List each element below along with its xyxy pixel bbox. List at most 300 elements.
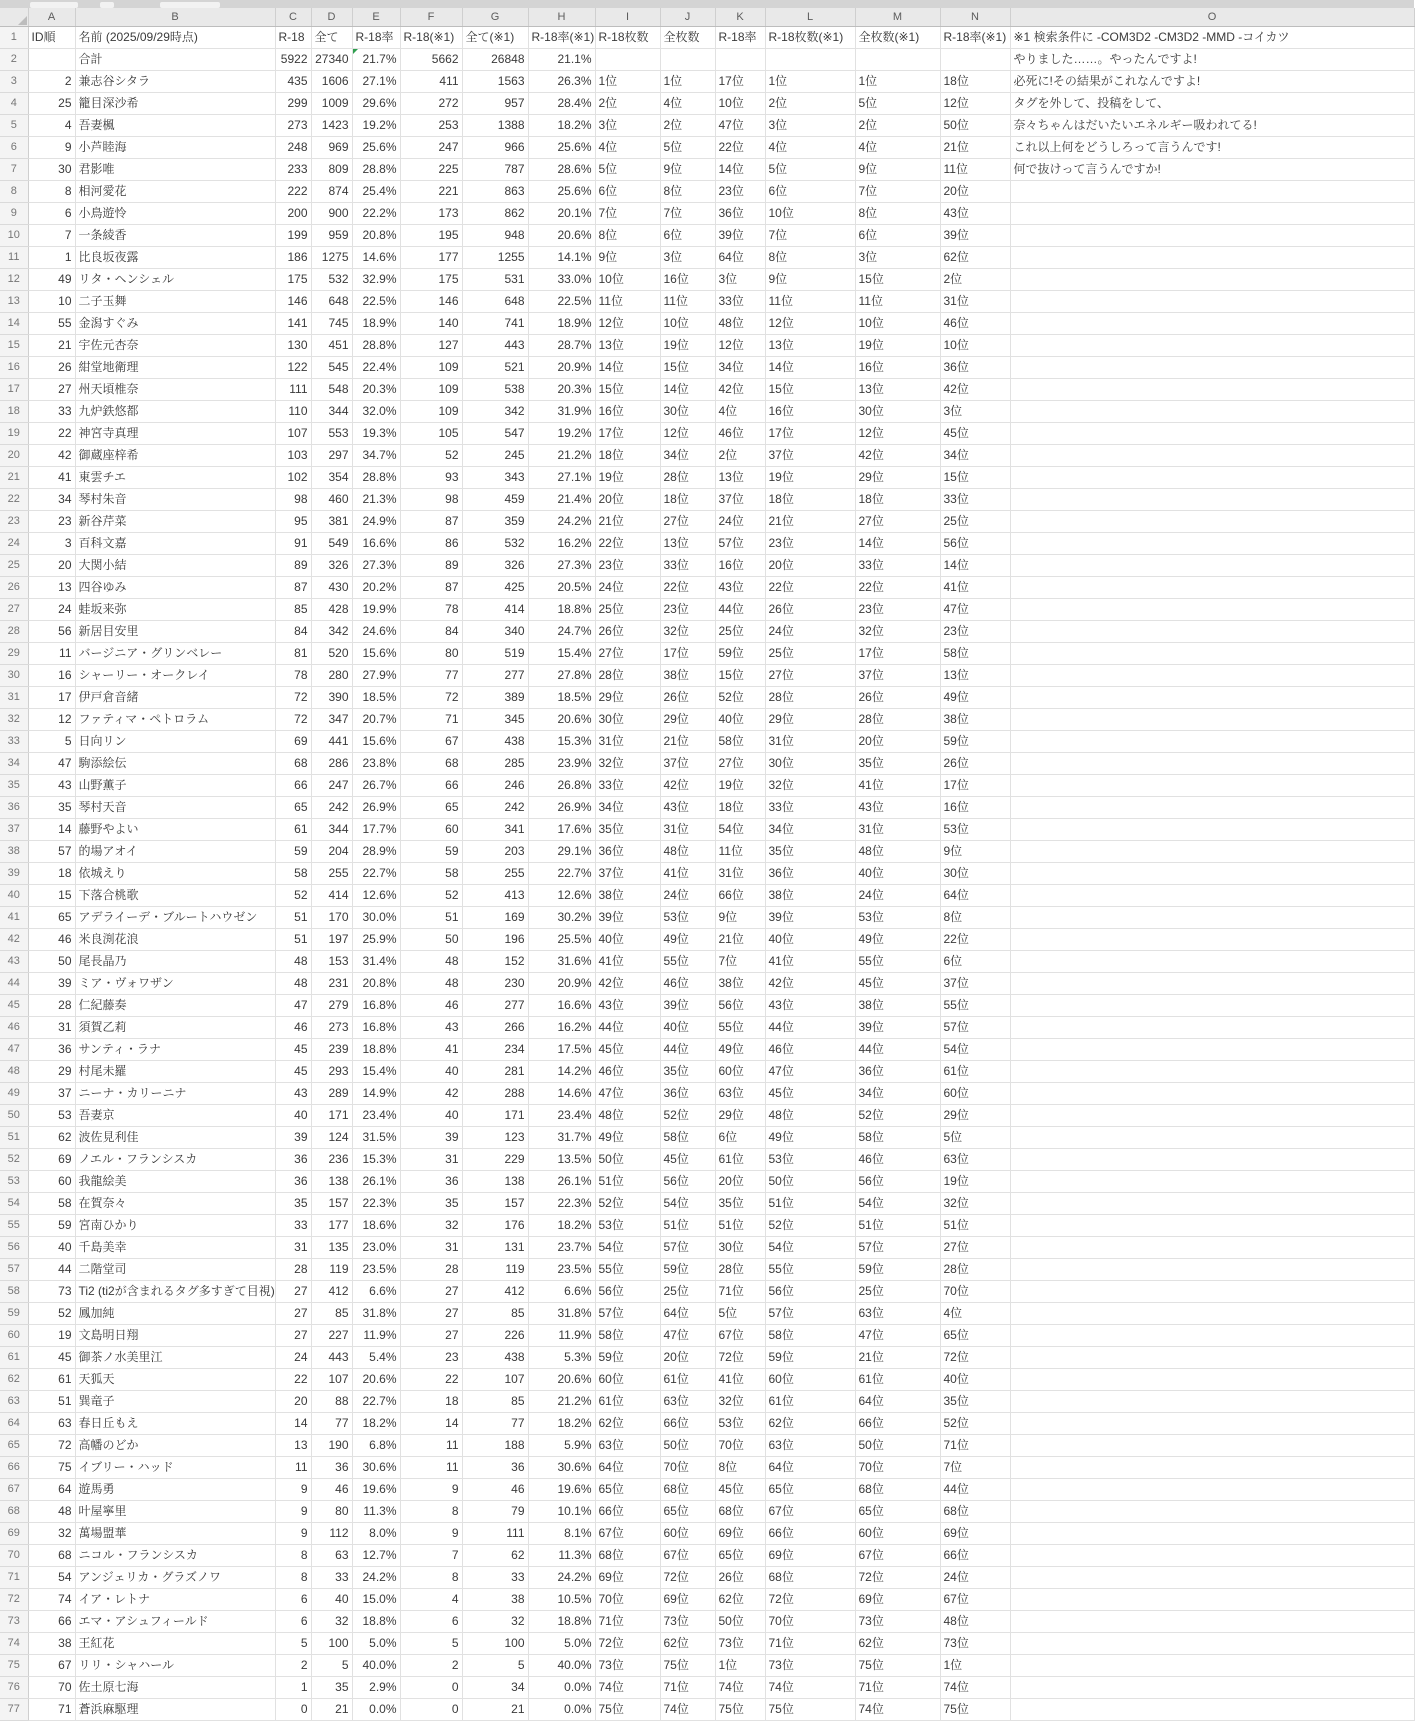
cell[interactable]: 28 [28, 995, 75, 1017]
row-header[interactable]: 26 [0, 577, 28, 599]
cell[interactable]: 175 [400, 269, 462, 291]
cell[interactable]: 12 [28, 709, 75, 731]
cell[interactable]: 20.7% [352, 709, 400, 731]
cell[interactable]: 28.8% [352, 335, 400, 357]
cell[interactable]: 琴村朱音 [75, 489, 275, 511]
cell[interactable]: 48 [28, 1501, 75, 1523]
cell[interactable]: 駒添絵伝 [75, 753, 275, 775]
cell[interactable]: 19位 [595, 467, 660, 489]
cell[interactable]: 53位 [765, 1149, 855, 1171]
cell[interactable]: 藤野やよい [75, 819, 275, 841]
cell[interactable]: 35 [400, 1193, 462, 1215]
cell[interactable]: 66位 [660, 1413, 715, 1435]
cell[interactable]: 17 [28, 687, 75, 709]
cell[interactable]: 9位 [855, 159, 940, 181]
cell[interactable]: 大関小結 [75, 555, 275, 577]
row-header[interactable]: 45 [0, 995, 28, 1017]
cell[interactable]: 65位 [595, 1479, 660, 1501]
cell[interactable]: 16位 [765, 401, 855, 423]
cell[interactable]: 57位 [595, 1303, 660, 1325]
cell[interactable]: 40位 [855, 863, 940, 885]
cell[interactable]: 1位 [855, 71, 940, 93]
row-header[interactable]: 60 [0, 1325, 28, 1347]
cell[interactable]: 59 [28, 1215, 75, 1237]
cell[interactable]: 47位 [595, 1083, 660, 1105]
cell[interactable]: 169 [462, 907, 528, 929]
cell[interactable]: 24.2% [528, 1567, 595, 1589]
cell[interactable]: 21.1% [528, 49, 595, 71]
cell[interactable]: 60位 [660, 1523, 715, 1545]
row-header[interactable]: 30 [0, 665, 28, 687]
cell[interactable]: 52 [400, 445, 462, 467]
cell[interactable]: 16.8% [352, 1017, 400, 1039]
cell[interactable]: 95 [275, 511, 311, 533]
cell[interactable]: 299 [275, 93, 311, 115]
cell[interactable] [1010, 291, 1414, 313]
cell[interactable]: 四谷ゆみ [75, 577, 275, 599]
cell[interactable]: 553 [311, 423, 352, 445]
cell[interactable]: 6 [400, 1611, 462, 1633]
cell[interactable] [1010, 1149, 1414, 1171]
cell[interactable]: 22位 [660, 577, 715, 599]
cell[interactable]: 24.2% [528, 511, 595, 533]
cell[interactable]: 38 [28, 1633, 75, 1655]
cell[interactable]: 8位 [940, 907, 1010, 929]
row-header[interactable]: 54 [0, 1193, 28, 1215]
cell[interactable]: 8位 [660, 181, 715, 203]
cell[interactable]: 3位 [660, 247, 715, 269]
cell[interactable]: 40 [28, 1237, 75, 1259]
cell[interactable]: 26 [28, 357, 75, 379]
cell[interactable]: 42位 [660, 775, 715, 797]
cell[interactable]: 14位 [715, 159, 765, 181]
cell[interactable]: 73位 [660, 1611, 715, 1633]
cell[interactable]: 188 [462, 1435, 528, 1457]
cell[interactable]: 16.2% [528, 1017, 595, 1039]
cell[interactable]: 341 [462, 819, 528, 841]
cell[interactable]: 20.6% [528, 225, 595, 247]
row-header[interactable]: 22 [0, 489, 28, 511]
cell[interactable] [1010, 1457, 1414, 1479]
cell[interactable]: 波佐見利佳 [75, 1127, 275, 1149]
cell[interactable]: 745 [311, 313, 352, 335]
cell[interactable]: 17位 [715, 71, 765, 93]
cell[interactable]: 59位 [765, 1347, 855, 1369]
cell[interactable]: 13位 [660, 533, 715, 555]
cell[interactable] [1010, 621, 1414, 643]
cell[interactable]: 28位 [855, 709, 940, 731]
cell[interactable]: 11 [400, 1435, 462, 1457]
cell[interactable]: 62位 [660, 1633, 715, 1655]
cell[interactable]: 20位 [715, 1171, 765, 1193]
cell[interactable]: 1275 [311, 247, 352, 269]
cell[interactable]: 29位 [660, 709, 715, 731]
cell[interactable]: 26.9% [528, 797, 595, 819]
cell[interactable]: 22位 [855, 577, 940, 599]
cell[interactable]: 71位 [715, 1281, 765, 1303]
cell[interactable]: 34.7% [352, 445, 400, 467]
cell[interactable]: 27 [400, 1281, 462, 1303]
cell[interactable]: 36 [28, 1039, 75, 1061]
cell[interactable]: 31位 [765, 731, 855, 753]
cell[interactable]: 54 [28, 1567, 75, 1589]
cell[interactable]: 32位 [940, 1193, 1010, 1215]
cell[interactable]: 31 [400, 1149, 462, 1171]
cell[interactable]: 70位 [855, 1457, 940, 1479]
cell[interactable] [1010, 357, 1414, 379]
cell[interactable]: 381 [311, 511, 352, 533]
cell[interactable]: 州天頃椎奈 [75, 379, 275, 401]
cell[interactable]: 441 [311, 731, 352, 753]
cell[interactable]: 157 [311, 1193, 352, 1215]
cell[interactable]: 78 [400, 599, 462, 621]
cell[interactable]: 萬場盟華 [75, 1523, 275, 1545]
cell[interactable]: 30位 [855, 401, 940, 423]
cell[interactable]: 4位 [660, 93, 715, 115]
cell[interactable]: 18.8% [528, 599, 595, 621]
cell[interactable]: 依城えり [75, 863, 275, 885]
column-header[interactable]: K [715, 8, 765, 27]
cell[interactable]: 34位 [715, 357, 765, 379]
cell[interactable]: 28.7% [528, 335, 595, 357]
cell[interactable]: 24.6% [352, 621, 400, 643]
cell[interactable]: 80 [311, 1501, 352, 1523]
cell[interactable]: 27.3% [352, 555, 400, 577]
cell[interactable]: 46 [28, 929, 75, 951]
cell[interactable]: 小鳥遊怜 [75, 203, 275, 225]
column-header[interactable]: G [462, 8, 528, 27]
row-header[interactable]: 18 [0, 401, 28, 423]
cell[interactable] [1010, 1303, 1414, 1325]
cell[interactable]: 177 [311, 1215, 352, 1237]
cell[interactable]: 20.8% [352, 225, 400, 247]
cell[interactable]: 14位 [595, 357, 660, 379]
cell[interactable]: 1位 [940, 1655, 1010, 1677]
cell[interactable]: 24位 [855, 885, 940, 907]
cell[interactable]: 5 [28, 731, 75, 753]
cell[interactable]: 10位 [660, 313, 715, 335]
cell[interactable]: 30位 [660, 401, 715, 423]
cell[interactable]: 443 [462, 335, 528, 357]
cell[interactable]: 435 [275, 71, 311, 93]
cell[interactable]: 68位 [715, 1501, 765, 1523]
cell[interactable]: 280 [311, 665, 352, 687]
row-header[interactable]: 71 [0, 1567, 28, 1589]
cell[interactable] [1010, 841, 1414, 863]
cell[interactable]: 18.8% [352, 1611, 400, 1633]
cell[interactable]: 27.1% [352, 71, 400, 93]
column-header[interactable]: C [275, 8, 311, 27]
cell[interactable]: 32.0% [352, 401, 400, 423]
cell[interactable]: 20.9% [528, 357, 595, 379]
cell[interactable]: 37位 [660, 753, 715, 775]
cell[interactable]: 103 [275, 445, 311, 467]
cell[interactable] [1010, 379, 1414, 401]
cell[interactable]: 37位 [855, 665, 940, 687]
cell[interactable] [1010, 1039, 1414, 1061]
cell[interactable]: 64位 [595, 1457, 660, 1479]
cell[interactable]: 仁紀藤奏 [75, 995, 275, 1017]
cell[interactable]: 359 [462, 511, 528, 533]
cell[interactable] [1010, 643, 1414, 665]
cell[interactable]: 50 [400, 929, 462, 951]
cell[interactable]: 0 [400, 1677, 462, 1699]
cell[interactable]: 75 [28, 1457, 75, 1479]
cell[interactable] [1010, 1127, 1414, 1149]
cell[interactable]: 31位 [715, 863, 765, 885]
cell[interactable]: 29 [28, 1061, 75, 1083]
cell[interactable]: 52位 [715, 687, 765, 709]
cell[interactable]: 521 [462, 357, 528, 379]
cell[interactable] [1010, 445, 1414, 467]
cell[interactable]: 45位 [595, 1039, 660, 1061]
cell[interactable]: 519 [462, 643, 528, 665]
cell[interactable]: 20 [275, 1391, 311, 1413]
cell[interactable]: 25.5% [528, 929, 595, 951]
cell[interactable]: 55位 [660, 951, 715, 973]
cell[interactable]: ノエル・フランシスカ [75, 1149, 275, 1171]
cell[interactable]: 73位 [765, 1655, 855, 1677]
cell[interactable]: 53位 [595, 1215, 660, 1237]
row-header[interactable]: 68 [0, 1501, 28, 1523]
cell[interactable]: 12位 [715, 335, 765, 357]
cell[interactable]: 226 [462, 1325, 528, 1347]
cell[interactable]: 62位 [715, 1589, 765, 1611]
cell[interactable]: 51 [275, 907, 311, 929]
cell[interactable]: 73位 [855, 1611, 940, 1633]
cell[interactable]: 金潟すぐみ [75, 313, 275, 335]
cell[interactable]: 15位 [595, 379, 660, 401]
cell[interactable]: 49位 [595, 1127, 660, 1149]
cell[interactable]: 171 [462, 1105, 528, 1127]
cell[interactable] [1010, 335, 1414, 357]
cell[interactable]: 16.2% [528, 533, 595, 555]
cell[interactable]: 43 [28, 775, 75, 797]
cell[interactable]: 71位 [940, 1435, 1010, 1457]
cell[interactable] [855, 49, 940, 71]
cell[interactable]: 344 [311, 401, 352, 423]
cell[interactable]: 20.6% [352, 1369, 400, 1391]
cell[interactable]: 61位 [660, 1369, 715, 1391]
cell[interactable]: 吾妻京 [75, 1105, 275, 1127]
cell[interactable]: 君影唯 [75, 159, 275, 181]
cell[interactable]: 233 [275, 159, 311, 181]
cell[interactable]: 75位 [765, 1699, 855, 1721]
cell[interactable]: 22位 [595, 533, 660, 555]
row-header[interactable]: 52 [0, 1149, 28, 1171]
cell[interactable]: 65位 [855, 1501, 940, 1523]
cell[interactable]: 20.3% [528, 379, 595, 401]
cell[interactable]: 30.6% [352, 1457, 400, 1479]
cell[interactable]: 42位 [940, 379, 1010, 401]
cell[interactable]: 6位 [595, 181, 660, 203]
cell[interactable]: 900 [311, 203, 352, 225]
cell[interactable]: 85 [462, 1303, 528, 1325]
cell[interactable]: 18.2% [528, 1215, 595, 1237]
cell[interactable]: 22.3% [528, 1193, 595, 1215]
row-header[interactable]: 77 [0, 1699, 28, 1721]
cell[interactable]: 46 [311, 1479, 352, 1501]
cell[interactable]: 6位 [940, 951, 1010, 973]
cell[interactable]: 52位 [855, 1105, 940, 1127]
cell[interactable]: 28.4% [528, 93, 595, 115]
cell[interactable]: 33位 [940, 489, 1010, 511]
cell[interactable]: 46位 [765, 1039, 855, 1061]
cell[interactable]: 2位 [765, 93, 855, 115]
cell[interactable]: 5位 [765, 159, 855, 181]
cell[interactable]: 55位 [940, 995, 1010, 1017]
cell[interactable]: 51位 [855, 1215, 940, 1237]
cell[interactable]: 54位 [765, 1237, 855, 1259]
cell[interactable]: 84 [400, 621, 462, 643]
cell[interactable]: 119 [311, 1259, 352, 1281]
cell[interactable]: 66位 [595, 1501, 660, 1523]
cell[interactable]: 58位 [715, 731, 765, 753]
cell[interactable]: 23.9% [528, 753, 595, 775]
cell[interactable]: 44位 [595, 1017, 660, 1039]
cell[interactable]: 42 [28, 445, 75, 467]
cell[interactable]: 48位 [595, 1105, 660, 1127]
cell[interactable]: 25位 [595, 599, 660, 621]
cell[interactable]: 45位 [940, 423, 1010, 445]
cell[interactable]: 195 [400, 225, 462, 247]
cell[interactable]: 20 [28, 555, 75, 577]
cell[interactable]: イブリー・ハッド [75, 1457, 275, 1479]
cell[interactable]: 52位 [765, 1215, 855, 1237]
cell[interactable]: 59位 [855, 1259, 940, 1281]
cell[interactable]: 11 [400, 1457, 462, 1479]
cell[interactable]: 天狐天 [75, 1369, 275, 1391]
cell[interactable]: 43位 [660, 797, 715, 819]
cell[interactable]: 52 [275, 885, 311, 907]
cell[interactable]: 8位 [765, 247, 855, 269]
cell[interactable]: 74 [28, 1589, 75, 1611]
cell[interactable]: 247 [400, 137, 462, 159]
cell[interactable]: 35位 [765, 841, 855, 863]
cell[interactable]: 77 [400, 665, 462, 687]
cell[interactable]: 65位 [660, 1501, 715, 1523]
cell[interactable]: 59 [275, 841, 311, 863]
cell[interactable]: 1位 [660, 71, 715, 93]
cell[interactable]: 49位 [765, 1127, 855, 1149]
cell[interactable]: 40.0% [528, 1655, 595, 1677]
cell[interactable]: 60位 [595, 1369, 660, 1391]
cell[interactable]: 11 [28, 643, 75, 665]
cell[interactable]: 9 [275, 1479, 311, 1501]
cell[interactable]: 48位 [940, 1611, 1010, 1633]
cell[interactable]: 東雲チエ [75, 467, 275, 489]
cell[interactable]: 91 [275, 533, 311, 555]
cell[interactable]: 22 [400, 1369, 462, 1391]
cell[interactable]: 27位 [595, 643, 660, 665]
cell[interactable]: 33位 [715, 291, 765, 313]
cell[interactable]: 48位 [660, 841, 715, 863]
cell[interactable]: 45 [275, 1061, 311, 1083]
cell[interactable]: 6.8% [352, 1435, 400, 1457]
cell[interactable]: 25.6% [528, 137, 595, 159]
cell[interactable]: 548 [311, 379, 352, 401]
cell[interactable]: 51位 [765, 1193, 855, 1215]
cell[interactable]: 22.2% [352, 203, 400, 225]
cell[interactable]: 9 [275, 1523, 311, 1545]
cell[interactable]: 宇佐元杏奈 [75, 335, 275, 357]
cell[interactable]: 43位 [595, 995, 660, 1017]
row-header[interactable]: 72 [0, 1589, 28, 1611]
cell[interactable]: 24位 [595, 577, 660, 599]
cell[interactable]: 12.7% [352, 1545, 400, 1567]
cell[interactable] [1010, 467, 1414, 489]
cell[interactable] [1010, 1655, 1414, 1677]
cell[interactable]: 71 [400, 709, 462, 731]
cell[interactable]: 吾妻楓 [75, 115, 275, 137]
cell[interactable]: 390 [311, 687, 352, 709]
cell[interactable]: 53位 [940, 819, 1010, 841]
cell[interactable]: 46 [275, 1017, 311, 1039]
cell[interactable]: 41位 [765, 951, 855, 973]
cell[interactable]: 12位 [940, 93, 1010, 115]
cell[interactable]: 21 [311, 1699, 352, 1721]
cell[interactable]: 22位 [765, 577, 855, 599]
cell[interactable]: 42位 [855, 445, 940, 467]
cell[interactable]: 15.6% [352, 731, 400, 753]
cell[interactable]: 7位 [660, 203, 715, 225]
cell[interactable]: 3位 [940, 401, 1010, 423]
cell[interactable]: 33位 [765, 797, 855, 819]
cell[interactable]: 27位 [715, 753, 765, 775]
cell[interactable]: 21位 [715, 929, 765, 951]
cell[interactable]: 18位 [765, 489, 855, 511]
cell[interactable]: 68位 [940, 1501, 1010, 1523]
cell[interactable]: 8位 [595, 225, 660, 247]
cell[interactable]: 12.6% [352, 885, 400, 907]
cell[interactable]: 38位 [595, 885, 660, 907]
cell[interactable]: 59位 [660, 1259, 715, 1281]
cell[interactable]: 58 [275, 863, 311, 885]
cell[interactable]: 56位 [660, 1171, 715, 1193]
cell[interactable]: 38位 [855, 995, 940, 1017]
row-header[interactable]: 32 [0, 709, 28, 731]
cell[interactable]: 12.6% [528, 885, 595, 907]
row-header[interactable]: 70 [0, 1545, 28, 1567]
cell[interactable]: 15位 [715, 665, 765, 687]
cell[interactable]: 948 [462, 225, 528, 247]
cell[interactable]: 36 [311, 1457, 352, 1479]
cell[interactable]: 32位 [660, 621, 715, 643]
cell[interactable]: 14.6% [528, 1083, 595, 1105]
cell[interactable]: 3位 [765, 115, 855, 137]
row-header[interactable]: 58 [0, 1281, 28, 1303]
cell[interactable]: 438 [462, 731, 528, 753]
cell[interactable]: 66位 [940, 1545, 1010, 1567]
row-header[interactable]: 4 [0, 93, 28, 115]
cell[interactable]: R-18 [275, 27, 311, 49]
cell[interactable]: 5位 [940, 1127, 1010, 1149]
cell[interactable]: 33 [28, 401, 75, 423]
cell[interactable]: 293 [311, 1061, 352, 1083]
cell[interactable]: 55位 [855, 951, 940, 973]
cell[interactable]: 39位 [940, 225, 1010, 247]
cell[interactable]: 62位 [855, 1633, 940, 1655]
cell[interactable]: 36位 [715, 203, 765, 225]
cell[interactable]: 8.0% [352, 1523, 400, 1545]
cell[interactable]: R-18枚数 [595, 27, 660, 49]
cell[interactable]: 85 [275, 599, 311, 621]
cell[interactable]: 28位 [660, 467, 715, 489]
cell[interactable]: 64位 [855, 1391, 940, 1413]
cell[interactable]: 74位 [595, 1677, 660, 1699]
cell[interactable]: 一条綾香 [75, 225, 275, 247]
cell[interactable] [1010, 1633, 1414, 1655]
